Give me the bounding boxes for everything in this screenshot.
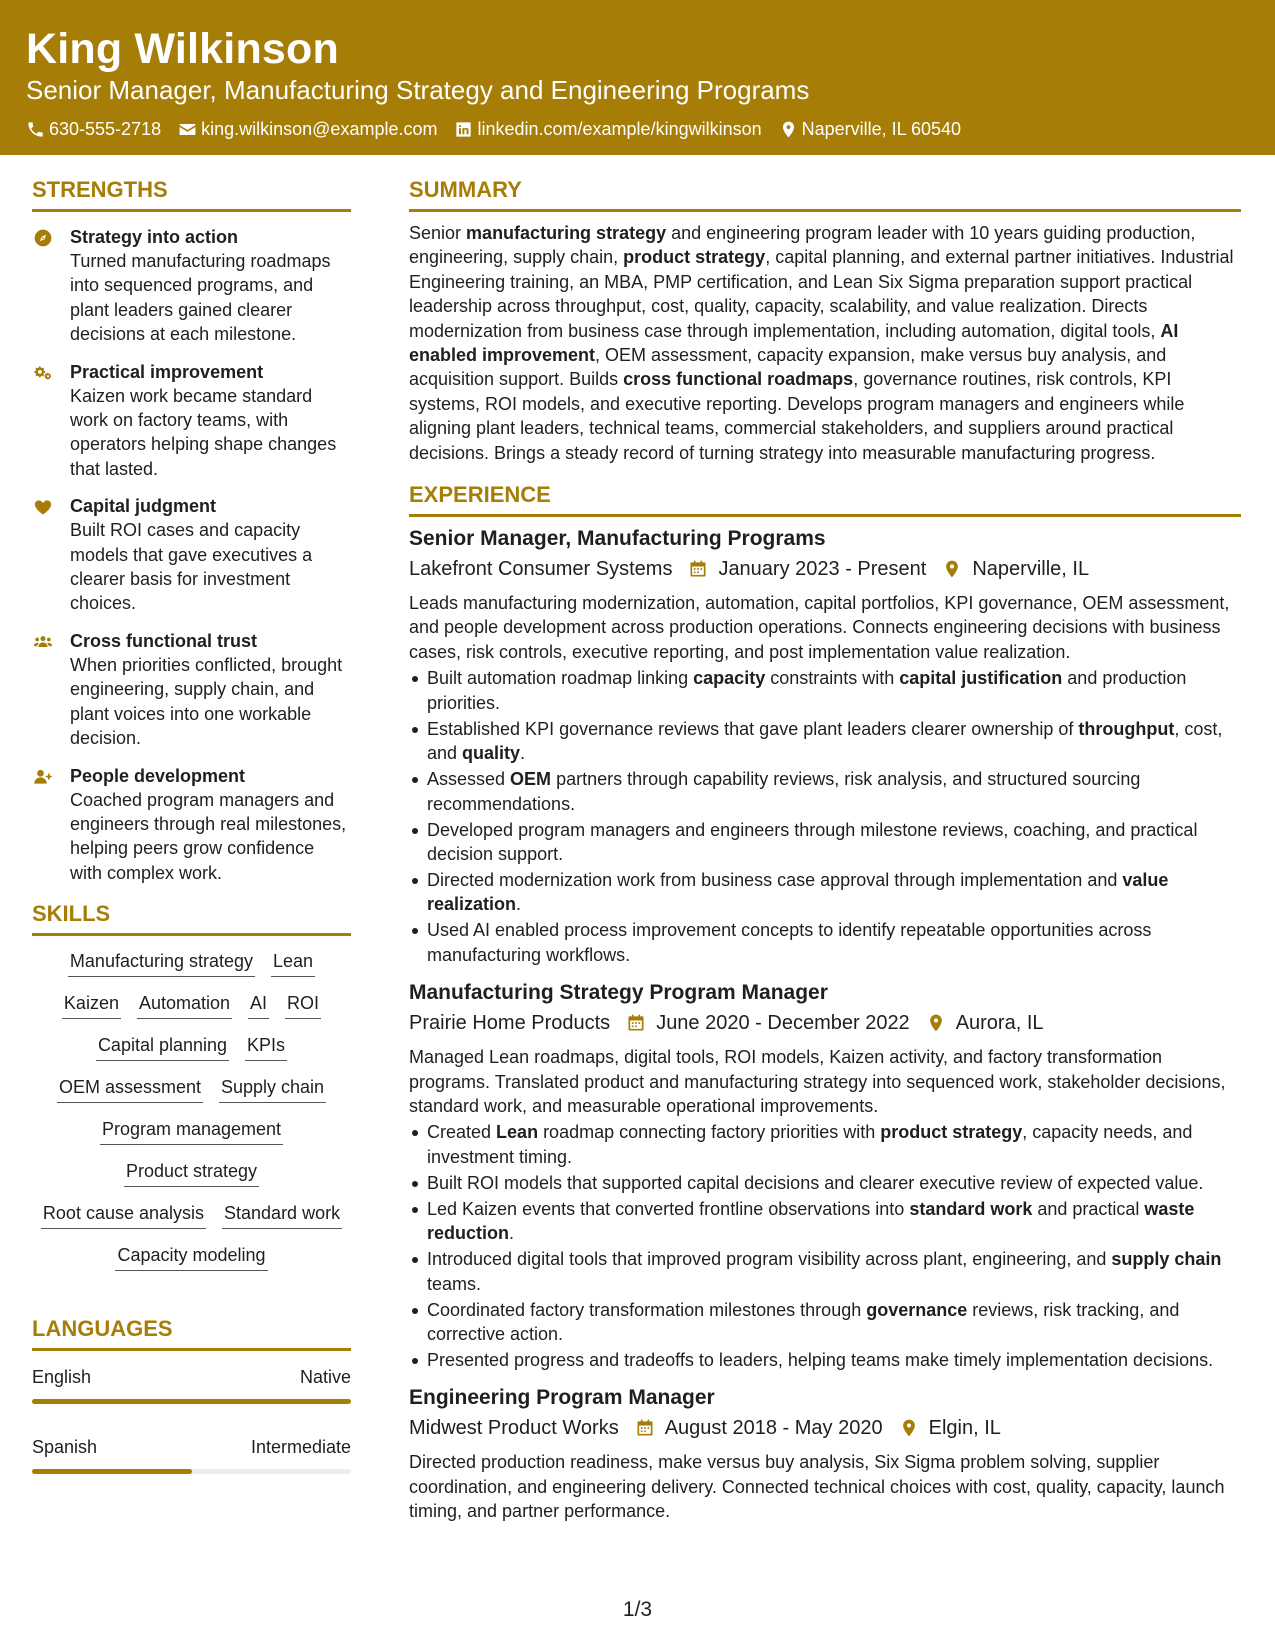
job-description: Managed Lean roadmaps, digital tools, ROI models, Kaizen activity, and factory transformation programs. Translated product and manufacturing strategy into sequenced work, stakeholder decisions, standard work, and measurable operational improvements. xyxy=(409,1047,1226,1116)
bold-text: value realization xyxy=(427,869,1169,915)
contact-bar xyxy=(26,118,1249,140)
bold-text: quality xyxy=(462,743,521,764)
contact-email[interactable] xyxy=(178,118,437,140)
skills-list xyxy=(32,949,351,1271)
text-run: Created xyxy=(427,1122,497,1143)
language-name: English xyxy=(32,1367,92,1388)
strength-desc: Turned manufacturing roadmaps into sequenced programs, and plant leaders gained clearer decisions at each milestone. xyxy=(70,251,331,345)
strength-item xyxy=(32,360,351,482)
calendar-icon xyxy=(635,1418,655,1438)
strength-desc: Kaizen work became standard work on factory teams, with operators helping shape changes that lasted. xyxy=(70,385,337,479)
text-run: Assessed xyxy=(427,769,511,790)
text-run: Presented progress and tradeoffs to leaders, helping teams make timely implementation decisions. xyxy=(427,1349,1214,1370)
phone-icon xyxy=(26,120,45,139)
job-description: Leads manufacturing modernization, automation, capital portfolios, KPI governance, OEM assessment, and people development across production operations. Connects engineering decisions with business cases, risk controls, executive reporting, and post implementation value realization. xyxy=(409,593,1230,662)
language-proficiency-bar xyxy=(32,1399,351,1404)
job-bullet xyxy=(409,1298,1241,1347)
text-run: roadmap connecting factory priorities with xyxy=(538,1122,881,1143)
language-row xyxy=(32,1435,351,1459)
job-bullet xyxy=(409,767,1241,816)
job-meta xyxy=(409,1009,1241,1037)
skill-tag: Capital planning xyxy=(96,1033,229,1061)
strength-item xyxy=(32,225,351,347)
bold-text: waste reduction xyxy=(427,1198,1195,1244)
location-text: Naperville, IL 60540 xyxy=(801,119,962,139)
strength-desc: Built ROI cases and capacity models that gave executives a clearer basis for investment choices. xyxy=(70,520,313,614)
strength-item xyxy=(32,629,351,751)
strengths-heading: STRENGTHS xyxy=(32,176,351,212)
job-entry xyxy=(409,525,1241,967)
job-bullet xyxy=(409,1247,1241,1296)
location-icon xyxy=(942,559,962,579)
job-title: Manufacturing Strategy Program Manager xyxy=(409,981,828,1005)
job-company: Midwest Product Works xyxy=(409,1417,619,1440)
location-icon xyxy=(899,1418,919,1438)
strength-title: Cross functional trust xyxy=(70,630,258,651)
job-bullet xyxy=(409,818,1241,867)
skill-tag: Supply chain xyxy=(219,1075,326,1103)
job-dates: August 2018 - May 2020 xyxy=(664,1417,883,1440)
bold-text: capital justification xyxy=(899,668,1063,689)
text-run: Built automation roadmap linking xyxy=(427,668,694,689)
skills-heading: SKILLS xyxy=(32,900,351,936)
text-run: and production priorities. xyxy=(427,668,1187,713)
skill-tag: Automation xyxy=(137,991,232,1019)
text-run: , OEM assessment, capacity expansion, make versus buy analysis, and acquisition support. Builds xyxy=(409,345,1167,390)
bold-text: product strategy xyxy=(623,247,766,268)
job-dates: January 2023 - Present xyxy=(718,558,927,581)
bold-text: governance xyxy=(866,1299,968,1320)
bold-text: AI enabled improvement xyxy=(409,320,1179,366)
strength-title: Strategy into action xyxy=(70,227,239,247)
job-company: Prairie Home Products xyxy=(409,1012,611,1035)
strength-item xyxy=(32,494,351,616)
language-name: Spanish xyxy=(32,1437,98,1458)
heart-icon xyxy=(32,497,54,517)
bold-text: Lean xyxy=(496,1122,539,1143)
right-column xyxy=(409,176,1241,1524)
job-bullet xyxy=(409,1348,1241,1372)
job-bullets xyxy=(409,1120,1241,1372)
strength-title: Practical improvement xyxy=(70,361,264,382)
skill-tag: Standard work xyxy=(222,1201,342,1229)
strength-desc: Coached program managers and engineers through real milestones, helping peers grow confidence with complex work. xyxy=(70,789,347,883)
location-icon xyxy=(926,1013,946,1033)
skill-tag: Root cause analysis xyxy=(41,1201,206,1229)
skill-tag: AI xyxy=(248,991,269,1019)
gears-icon xyxy=(32,363,54,383)
summary-text xyxy=(409,221,1241,465)
skill-tag: OEM assessment xyxy=(57,1075,203,1103)
experience-list xyxy=(409,525,1241,1524)
job-description: Directed production readiness, make versus buy analysis, Six Sigma problem solving, supplier coordination, and engineering delivery. Connected technical choices with cost, quality, capacity, launch timing, and partner performance. xyxy=(409,1452,1225,1522)
skill-tag: Kaizen xyxy=(62,991,121,1019)
text-run: . xyxy=(520,743,526,764)
strength-title: Capital judgment xyxy=(70,496,217,517)
job-bullet xyxy=(409,918,1241,967)
contact-linkedin[interactable] xyxy=(454,118,761,140)
skill-tag: KPIs xyxy=(245,1033,287,1061)
text-run: Built ROI models that supported capital decisions and clearer executive review of expected value. xyxy=(427,1172,1204,1193)
job-bullet xyxy=(409,868,1241,917)
strength-title: People development xyxy=(70,765,246,786)
bold-text: supply chain xyxy=(1111,1249,1222,1270)
job-meta xyxy=(409,1414,1241,1442)
job-bullet xyxy=(409,1171,1241,1195)
contact-phone[interactable] xyxy=(26,118,161,140)
job-meta xyxy=(409,555,1241,583)
contact-location xyxy=(779,118,961,140)
text-run: . xyxy=(516,894,522,915)
page-number: 1/3 xyxy=(622,1598,653,1621)
text-run: reviews, risk tracking, and corrective action. xyxy=(427,1299,1180,1344)
language-row xyxy=(32,1365,351,1389)
job-entry xyxy=(409,979,1241,1372)
text-run: Directed modernization work from business case approval through implementation and xyxy=(427,869,1123,890)
resume-header xyxy=(0,0,1275,155)
job-company: Lakefront Consumer Systems xyxy=(409,558,673,581)
text-run: Led Kaizen events that converted frontline observations into xyxy=(427,1198,910,1219)
skill-tag: Product strategy xyxy=(124,1159,259,1187)
skill-tag: Capacity modeling xyxy=(115,1243,267,1271)
language-proficiency-fill xyxy=(32,1469,192,1474)
language-level: Native xyxy=(299,1367,351,1388)
location-icon xyxy=(779,120,798,139)
skill-tag: Program management xyxy=(100,1117,283,1145)
compass-icon xyxy=(32,228,54,248)
user-plus-icon xyxy=(32,767,54,787)
job-bullet xyxy=(409,717,1241,766)
bold-text: product strategy xyxy=(880,1122,1023,1143)
skill-tag: ROI xyxy=(285,991,321,1019)
language-proficiency-bar xyxy=(32,1469,351,1474)
summary-heading: SUMMARY xyxy=(409,176,1241,212)
calendar-icon xyxy=(688,559,708,579)
text-run: and engineering program leader with 10 years guiding production, engineering, supply chain, xyxy=(409,223,1196,268)
experience-heading: EXPERIENCE xyxy=(409,481,1241,517)
language-level: Intermediate xyxy=(250,1437,351,1458)
text-run: , capital planning, and external partner initiatives. Industrial Engineering training, an MBA, PMP certification, and Lean Six Sigma preparation support practical leadership across throughput, cost, quality, capacity, scalability, and value realization. Directs modernization from business case through implementation, including automation, digital tools, xyxy=(409,247,1234,341)
languages-heading: LANGUAGES xyxy=(32,1315,351,1351)
skill-tag: Lean xyxy=(271,949,315,977)
strength-desc: When priorities conflicted, brought engineering, supply chain, and plant voices into one workable decision. xyxy=(70,654,343,749)
candidate-headline: Senior Manager, Manufacturing Strategy and Engineering Programs xyxy=(26,75,810,105)
phone-text: 630-555-2718 xyxy=(49,119,162,139)
skill-tag: Manufacturing strategy xyxy=(68,949,255,977)
users-icon xyxy=(32,632,54,652)
bold-text: capacity xyxy=(693,668,766,689)
text-run: partners through capability reviews, risk analysis, and structured sourcing recommendations. xyxy=(427,769,1141,814)
email-icon xyxy=(178,120,197,139)
strengths-list xyxy=(32,225,351,885)
text-run: Coordinated factory transformation milestones through xyxy=(427,1299,867,1320)
email-text: king.wilkinson@example.com xyxy=(201,119,438,139)
left-column xyxy=(32,176,351,1474)
text-run: Used AI enabled process improvement concepts to identify repeatable opportunities across manufacturing workflows. xyxy=(427,920,1152,965)
job-bullet xyxy=(409,1197,1241,1246)
text-run: . xyxy=(509,1223,515,1244)
languages-list xyxy=(32,1365,351,1474)
text-run: , governance routines, risk controls, KPI systems, ROI models, and executive reporting. Develops program managers and engineers while aligning plant leaders, technical teams, commercial stakeholders, and suppliers around practical decisions. Brings a steady record of turning strategy into measurable manufacturing progress. xyxy=(409,369,1185,463)
text-run: Senior xyxy=(409,223,467,243)
bold-text: OEM xyxy=(510,769,552,790)
text-run: teams. xyxy=(427,1273,482,1294)
job-location: Aurora, IL xyxy=(955,1012,1044,1035)
candidate-name: King Wilkinson xyxy=(26,25,339,73)
language-proficiency-fill xyxy=(32,1399,351,1404)
job-bullet xyxy=(409,1120,1241,1169)
job-location: Elgin, IL xyxy=(928,1417,1001,1440)
text-run: Developed program managers and engineers through milestone reviews, coaching, and practical decision support. xyxy=(427,819,1198,864)
job-title: Engineering Program Manager xyxy=(409,1386,715,1410)
text-run: , capacity needs, and investment timing. xyxy=(427,1122,1193,1167)
job-location: Naperville, IL xyxy=(972,558,1090,581)
linkedin-text: linkedin.com/example/kingwilkinson xyxy=(477,119,762,139)
job-dates: June 2020 - December 2022 xyxy=(656,1012,910,1035)
job-entry xyxy=(409,1384,1241,1523)
bold-text: manufacturing strategy xyxy=(466,223,667,243)
job-bullet xyxy=(409,666,1241,715)
calendar-icon xyxy=(626,1013,646,1033)
text-run: and practical xyxy=(1032,1198,1145,1219)
text-run: Introduced digital tools that improved program visibility across plant, engineering, and xyxy=(427,1249,1112,1270)
bold-text: throughput xyxy=(1078,718,1175,739)
bold-text: cross functional roadmaps xyxy=(623,369,854,390)
text-run: , cost, and xyxy=(427,718,1223,764)
text-run: Established KPI governance reviews that gave plant leaders clearer ownership of xyxy=(427,718,1079,739)
linkedin-icon xyxy=(454,120,473,139)
strength-item xyxy=(32,764,351,886)
text-run: constraints with xyxy=(765,668,900,689)
job-title: Senior Manager, Manufacturing Programs xyxy=(409,527,826,551)
job-bullets xyxy=(409,666,1241,967)
bold-text: standard work xyxy=(909,1198,1033,1219)
